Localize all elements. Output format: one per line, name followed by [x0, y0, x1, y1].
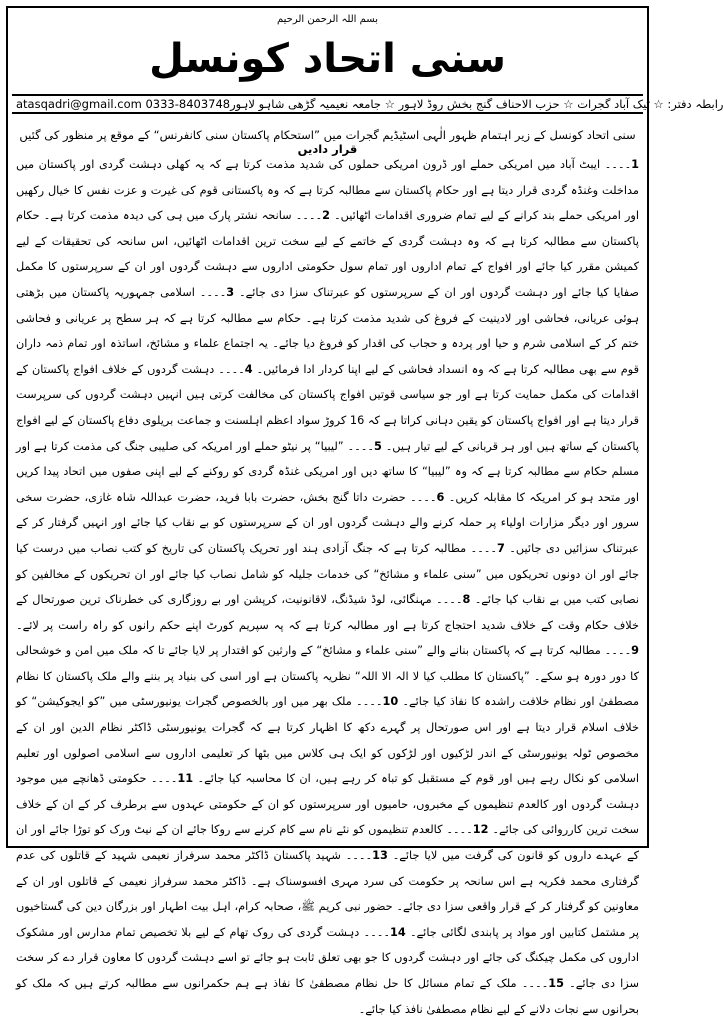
resolution-item: 3۔۔۔۔ اسلامی جمہوریہ پاکستان میں بڑھتی ہوئی عریانی، فحاشی اور لادینیت کے فروغ کی شدید مذمت کرتا ہے۔ حکام سے مطالبہ کرتا ہے کہ ہر سطح پر عریانی و فحاشی ختم کر کے اسلامی شرم و حیا اور پردہ و حجاب کی اقدار کو فروغ دیا جائے۔ یہ اجتماع علماء و مشائخ، اساتذہ اور تمام ذمہ داران قوم سے بھی مطالبہ کرتا ہے کہ وہ انسداد فحاشی کے لیے اپنا کردار ادا فرمائیں۔ [16, 285, 639, 376]
document-frame [6, 6, 723, 1016]
resolution-number: 9 [631, 644, 639, 658]
resolution-text: دہشت گردی کی روک تھام کے لیے بلا تخصیص تمام مدارس اور مشکوک اداروں کی مکمل چیکنگ کی جائے اور دہشت گردوں کا جو بھی تعلق ثابت ہو جائے تو اسے دہشت گردوں کا معاون قرار دے کر سخت سزا دی جائے۔ [16, 925, 640, 990]
contact-bar [12, 94, 723, 114]
resolution-item: 15۔۔۔۔ ملک کے تمام مسائل کا حل نظام مصطفیٰ کا نفاذ ہے ہم حکمرانوں سے مطالبہ کرتے ہیں کہ ملک کو بحرانوں سے نجات دلانے کے لیے نظام مصطفیٰ نافذ کیا جائے۔ [16, 977, 639, 1016]
resolution-number: 11 [177, 772, 194, 786]
resolution-item: 14۔۔۔۔ دہشت گردی کی روک تھام کے لیے بلا تخصیص تمام مدارس اور مشکوک اداروں کی مکمل چیکنگ کی جائے اور دہشت گردوں کا جو بھی تعلق ثابت ہو جائے تو اسے دہشت گردوں کا معاون قرار دے کر سخت سزا دی جائے۔ [16, 925, 640, 990]
resolution-text: کالعدم تنظیموں کو نئے نام سے کام کرنے سے روکا جائے ان کے نیٹ ورک کو توڑا جائے اور ان کے عہدے داروں کو قانون کی گرفت میں لایا جائے۔ [16, 823, 639, 863]
resolution-item: 5۔۔۔۔ ”لیبیا“ پر نیٹو حملے اور امریکہ کی صلیبی جنگ کی مذمت کرتا ہے اور مسلم حکام سے مطالبہ کرتا ہے کہ وہ ”لیبیا“ کا ساتھ دیں اور امریکی غنڈہ گردی کو روکنے کے لیے اپنی صفوں میں اتحاد پیدا کریں اور متحد ہو کر امریکہ کا مقابلہ کریں۔ [16, 439, 639, 504]
resolution-text: دہشت گردوں کے خلاف افواج پاکستان کے اقدامات کی مکمل حمایت کرتا ہے اور جو سیاسی قوتیں افواج پاکستان کی مخالفت کرتی ہیں انہیں دہشت گردوں کی سرپرست قرار دیتا ہے اور افواج پاکستان کو یقین دہانی کراتا ہے کہ 16 کروڑ سواد اعظم اہلسنت و جماعت بریلوی دفاع پاکستان کے لیے افواج پاکستان کے ساتھ ہیں اور ہر قربانی کے لیے تیار ہیں۔ [16, 362, 640, 453]
intro-bold: قرار دادیں [297, 142, 358, 156]
resolution-number: 4 [244, 362, 253, 376]
resolution-text: مطالبہ کرتا ہے کہ پاکستان بنانے والے ”سنی علماء و مشائخ“ کے وارثین کو اقتدار پر لایا جائے تا کہ ملک میں امن و خوشحالی کا دور دورہ ہو سکے۔ ”پاکستان کا مطلب کیا لا الہ الا اللہ“ نظریہ پاکستان ہے اور اسی کی بنیاد پر بننے والے ملک پاکستان کا نظام مصطفیٰ اور نظام خلافت راشدہ کا نفاذ کیا جائے۔ [16, 644, 639, 709]
resolution-item: 4۔۔۔۔ دہشت گردوں کے خلاف افواج پاکستان کے اقدامات کی مکمل حمایت کرتا ہے اور جو سیاسی قوتیں افواج پاکستان کی مخالفت کرتی ہیں انہیں دہشت گردوں کی سرپرست قرار دیتا ہے اور افواج پاکستان کو یقین دہانی کراتا ہے کہ 16 کروڑ سواد اعظم اہلسنت و جماعت بریلوی دفاع پاکستان کے لیے افواج پاکستان کے ساتھ ہیں اور ہر قربانی کے لیے تیار ہیں۔ [16, 362, 640, 453]
resolution-text: ”لیبیا“ پر نیٹو حملے اور امریکہ کی صلیبی جنگ کی مذمت کرتا ہے اور مسلم حکام سے مطالبہ کرتا ہے کہ وہ ”لیبیا“ کا ساتھ دیں اور امریکی غنڈہ گردی کو روکنے کے لیے اپنی صفوں میں اتحاد پیدا کریں اور متحد ہو کر امریکہ کا مقابلہ کریں۔ [16, 439, 639, 504]
resolution-number: 12 [472, 823, 489, 837]
resolution-text: اسلامی جمہوریہ پاکستان میں بڑھتی ہوئی عریانی، فحاشی اور لادینیت کے فروغ کی شدید مذمت کرتا ہے۔ حکام سے مطالبہ کرتا ہے کہ ہر سطح پر عریانی و فحاشی ختم کر کے اسلامی شرم و حیا اور پردہ و حجاب کی اقدار کو فروغ دیا جائے۔ یہ اجتماع علماء و مشائخ، اساتذہ اور تمام ذمہ داران قوم سے بھی مطالبہ کرتا ہے کہ وہ انسداد فحاشی کے لیے اپنا کردار ادا فرمائیں۔ [16, 285, 639, 376]
resolution-text: ملک بھر میں اور بالخصوص گجرات یونیورسٹی میں ”کو ایجوکیشن“ کو خلاف اسلام قرار دیتا ہے اور اس صورتحال پر گہرے دکھ کا اظہار کرتا ہے کہ گجرات یونیورسٹی ڈاکٹر نظام الدین اور ان کے مخصوص ٹولہ یونیورسٹی کے اندر لڑکیوں اور لڑکوں کو ایک ہی کلاس میں بٹھا کر تعلیمی اداروں سے اسلامی اصولوں اور تعلیم اسلامی کو نکال رہے ہیں اور قوم کے مستقبل کو تباہ کر رہے ہیں، ان کا محاسبہ کیا جائے۔ [16, 695, 639, 786]
resolutions-body [16, 152, 640, 1016]
resolution-text: حضرت داتا گنج بخش، حضرت بابا فرید، حضرت عبداللہ شاہ غازی، حضرت سخی سرور اور دیگر مزارات اولیاء پر حملہ کرنے والے دہشت گردوں اور ان کے سرپرستوں کو بے نقاب کیا جائے اور انہیں گرفتار کر کے عبرتناک سزائیں دی جائیں۔ [16, 490, 639, 555]
resolution-number: 8 [462, 593, 471, 607]
resolution-text: ملک کے تمام مسائل کا حل نظام مصطفیٰ کا نفاذ ہے ہم حکمرانوں سے مطالبہ کرتے ہیں کہ ملک کو بحرانوں سے نجات دلانے کے لیے نظام مصطفیٰ نافذ کیا جائے۔ [16, 977, 639, 1016]
bismillah-header: بسم اللہ الرحمن الرحیم [276, 14, 378, 25]
resolution-text: شہید پاکستان ڈاکٹر محمد سرفراز نعیمی شہید کے قاتلوں کی عدم گرفتاری محمد فکریہ ہے اس سانحہ پر حکومت کی سرد مہری افسوسناک ہے۔ ڈاکٹر محمد سرفراز نعیمی کے قاتلوں اور ان کے معاونین کو گرفتار کر کے قرار واقعی سزا دی جائے۔ حضور نبی کریم ﷺ، صحابہ کرام، اہل بیت اطہار اور بزرگان دین کی گستاخیوں پر مشتمل کتابیں اور مواد پر پابندی لگائی جائے۔ [16, 849, 639, 939]
resolution-item: 12۔۔۔۔ کالعدم تنظیموں کو نئے نام سے کام کرنے سے روکا جائے ان کے نیٹ ورک کو توڑا جائے اور ان کے عہدے داروں کو قانون کی گرفت میں لایا جائے۔ [16, 823, 639, 863]
resolution-text: حکومتی ڈھانچے میں موجود دہشت گردوں اور کالعدم تنظیموں کے مخبروں، حامیوں اور سرپرستوں کو ان کے حکومتی عہدوں سے برطرف کر کے ان کے خلاف سخت ترین کارروائی کی جائے۔ [16, 772, 639, 837]
resolution-item: 9۔۔۔۔ مطالبہ کرتا ہے کہ پاکستان بنانے والے ”سنی علماء و مشائخ“ کے وارثین کو اقتدار پر لایا جائے تا کہ ملک میں امن و خوشحالی کا دور دورہ ہو سکے۔ ”پاکستان کا مطلب کیا لا الہ الا اللہ“ نظریہ پاکستان ہے اور اسی کی بنیاد پر بننے والے ملک پاکستان کا نظام مصطفیٰ اور نظام خلافت راشدہ کا نفاذ کیا جائے۔ [16, 644, 639, 709]
resolution-item: 1۔۔۔۔ ایبٹ آباد میں امریکی حملے اور ڈرون امریکی حملوں کی شدید مذمت کرتا ہے کہ یہ کھلی دہشت گردی اور پاکستان میں مداخلت وغنڈہ گردی قرار دیتا ہے اور حکام پاکستان سے مطالبہ کرتا ہے کہ وہ پاکستانی قوم کی غیرت و عزت نفس کا خیال رکھیں اور امریکی حملے بند کرانے کے لیے تمام ضروری اقدامات اٹھائیں۔ [16, 158, 639, 223]
resolution-number: 1 [631, 158, 639, 171]
resolution-item: 13۔۔۔۔ شہید پاکستان ڈاکٹر محمد سرفراز نعیمی شہید کے قاتلوں کی عدم گرفتاری محمد فکریہ ہے اس سانحہ پر حکومت کی سرد مہری افسوسناک ہے۔ ڈاکٹر محمد سرفراز نعیمی کے قاتلوں اور ان کے معاونین کو گرفتار کر کے قرار واقعی سزا دی جائے۔ حضور نبی کریم ﷺ، صحابہ کرام، اہل بیت اطہار اور بزرگان دین کی گستاخیوں پر مشتمل کتابیں اور مواد پر پابندی لگائی جائے۔ [16, 849, 639, 939]
resolution-number: 5 [373, 439, 382, 453]
resolution-text: مہنگائی، لوڈ شیڈنگ، لاقانونیت، کرپشن اور بے روزگاری کی خطرناک ترین صورتحال کے خلاف حکام وقت کے خلاف شدید احتجاج کرتا ہے اور مطالبہ کرتا ہے کہ پہ سپریم کورٹ اپنے حکم رانوں کو راہ راست پر لائے۔ [16, 593, 639, 632]
resolution-number: 2 [322, 209, 331, 223]
resolution-item: 2۔۔۔۔ سانحہ نشتر پارک میں ہی کی دیدہ مذمت کرتا ہے۔ حکام پاکستان سے مطالبہ کرتا ہے کہ وہ دہشت گردی کے خاتمے کے لیے سخت ترین اقدامات اٹھائیں، اس سانحہ کی تحقیقات کے لیے کمیشن مقرر کیا جائے اور افواج کے تمام اداروں اور تمام سول حکومتی اداروں سے دہشت گردوں اور ان کے سرپرستوں کا مکمل صفایا کیا جائے اور دہشت گردوں اور ان کے سرپرستوں کو عبرتناک سزا دی جائے۔ [16, 209, 640, 299]
resolution-item: 7۔۔۔۔ مطالبہ کرتا ہے کہ جنگ آزادی ہند اور تحریک پاکستان کی تاریخ کو کتب نصاب میں درست کیا جائے اور ان دونوں تحریکوں میں ”سنی علماء و مشائخ“ کی خدمات جلیلہ کو شامل نصاب کیا جائے اور ان تحریکوں کے مخالفین کو نصابی کتب میں بے نقاب کیا جائے۔ [16, 541, 640, 607]
intro-text: سنی اتحاد کونسل کے زیر اہتمام ظہور الٰہی اسٹیڈیم گجرات میں ”استحکام پاکستان سنی کانفرنس“ کے موقع پر منظور کی گئیں [19, 128, 636, 142]
resolution-number: 3 [226, 285, 235, 299]
resolution-number: 14 [389, 925, 406, 939]
resolution-number: 15 [548, 977, 564, 990]
resolution-text: ایبٹ آباد میں امریکی حملے اور ڈرون امریکی حملوں کی شدید مذمت کرتا ہے کہ یہ کھلی دہشت گردی اور پاکستان میں مداخلت وغنڈہ گردی قرار دیتا ہے اور حکام پاکستان سے مطالبہ کرتا ہے کہ وہ پاکستانی قوم کی غیرت و عزت نفس کا خیال رکھیں اور امریکی حملے بند کرانے کے لیے تمام ضروری اقدامات اٹھائیں۔ [16, 158, 639, 223]
resolution-item: 11۔۔۔۔ حکومتی ڈھانچے میں موجود دہشت گردوں اور کالعدم تنظیموں کے مخبروں، حامیوں اور سرپرستوں کو ان کے حکومتی عہدوں سے برطرف کر کے ان کے خلاف سخت ترین کارروائی کی جائے۔ [16, 772, 639, 837]
resolution-number: 7 [497, 541, 505, 555]
resolution-text: مطالبہ کرتا ہے کہ جنگ آزادی ہند اور تحریک پاکستان کی تاریخ کو کتب نصاب میں درست کیا جائے اور ان دونوں تحریکوں میں ”سنی علماء و مشائخ“ کی خدمات جلیلہ کو شامل نصاب کیا جائے اور ان تحریکوں کے مخالفین کو نصابی کتب میں بے نقاب کیا جائے۔ [16, 541, 640, 607]
contact-phone: 0333-8403748 [145, 97, 231, 111]
contact-address: رابطہ دفتر: ☆ ٹیک آباد گجرات ☆ حزب الاحناف گنج بخش روڈ لاہور ☆ جامعہ نعیمیہ گڑھی شاہو لاہور [230, 97, 723, 111]
resolution-item: 10۔۔۔۔ ملک بھر میں اور بالخصوص گجرات یونیورسٹی میں ”کو ایجوکیشن“ کو خلاف اسلام قرار دیتا ہے اور اس صورتحال پر گہرے دکھ کا اظہار کرتا ہے کہ گجرات یونیورسٹی ڈاکٹر نظام الدین اور ان کے مخصوص ٹولہ یونیورسٹی کے اندر لڑکیوں اور لڑکوں کو ایک ہی کلاس میں بٹھا کر تعلیمی اداروں سے اسلامی اصولوں اور تعلیم اسلامی کو نکال رہے ہیں اور قوم کے مستقبل کو تباہ کر رہے ہیں، ان کا محاسبہ کیا جائے۔ [16, 695, 639, 786]
resolution-text: سانحہ نشتر پارک میں ہی کی دیدہ مذمت کرتا ہے۔ حکام پاکستان سے مطالبہ کرتا ہے کہ وہ دہشت گردی کے خاتمے کے لیے سخت ترین اقدامات اٹھائیں، اس سانحہ کی تحقیقات کے لیے کمیشن مقرر کیا جائے اور افواج کے تمام اداروں اور تمام سول حکومتی اداروں سے دہشت گردوں اور ان کے سرپرستوں کا مکمل صفایا کیا جائے اور دہشت گردوں اور ان کے سرپرستوں کو عبرتناک سزا دی جائے۔ [16, 209, 640, 299]
resolution-number: 13 [372, 849, 388, 863]
resolution-item: 8۔۔۔۔ مہنگائی، لوڈ شیڈنگ، لاقانونیت، کرپشن اور بے روزگاری کی خطرناک ترین صورتحال کے خلاف حکام وقت کے خلاف شدید احتجاج کرتا ہے اور مطالبہ کرتا ہے کہ پہ سپریم کورٹ اپنے حکم رانوں کو راہ راست پر لائے۔ [16, 593, 639, 632]
contact-email-phone [16, 97, 230, 111]
resolution-number: 6 [436, 490, 445, 504]
resolution-item: 6۔۔۔۔ حضرت داتا گنج بخش، حضرت بابا فرید، حضرت عبداللہ شاہ غازی، حضرت سخی سرور اور دیگر مزارات اولیاء پر حملہ کرنے والے دہشت گردوں اور ان کے سرپرستوں کو بے نقاب کیا جائے اور انہیں گرفتار کر کے عبرتناک سزائیں دی جائیں۔ [16, 490, 639, 555]
page-title: سنی اتحاد کونسل [149, 36, 506, 82]
contact-email: atasqadri@gmail.com [16, 97, 142, 111]
resolution-number: 10 [382, 695, 399, 709]
